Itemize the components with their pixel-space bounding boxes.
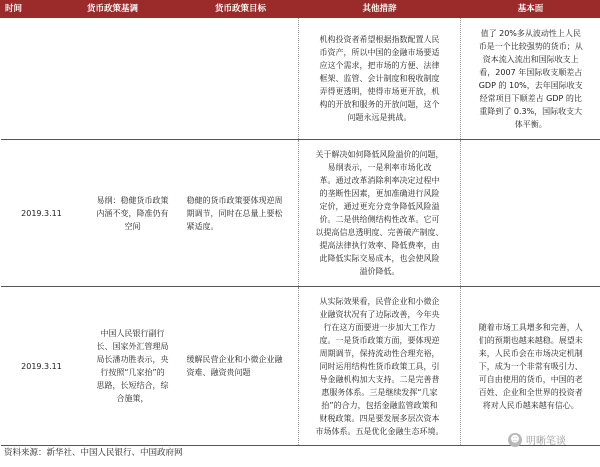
cell-other: 从实际效果看，民营企业和小微企 业融资状况有了边际改善，今年央 行在这方面要进一步加大工作力 度。一是货币政策方面，要体现逆 周期调节，保持流动性合理充裕， 同时运用结构性货币政策工具，引 导金融机构加大支持。二是完善普 惠服务体系。三是继续发挥“几家 抬”的合力，包括金融监管政策和 财税政策。四是要发展多层次资本 市场体系。五是优化金融生态环境。 xyxy=(299,287,461,446)
wechat-icon: ☻ xyxy=(508,433,522,447)
cell-other: 关于解决如何降低风险溢价的问题， 易纲表示，一是利率市场化改 革。通过改革消除利率决定过程中 的垄断性因素，更加准确进行风险 定价，通过更充分竞争降低风险溢 价。二是供给侧结构性改革。它可 以提高信息透明度、完善破产制度、 提高法律执行效率、降低费率，由 此降低实际交易成本，也会使风险 溢价降低。 xyxy=(299,140,461,287)
header-other: 其他措辞 xyxy=(299,1,461,18)
cell-goal xyxy=(183,18,299,140)
watermark-text: 明晰笔谈 xyxy=(526,436,566,447)
header-fund: 基本面 xyxy=(461,1,600,18)
cell-fund: 随着市场工具增多和完善，人 们的预期也越来越稳。展望未 来，人民币会在市场决定机制 下，成为一个非常有吸引力、 可自由使用的货币，中国的老 百姓、企业和全世界的投资者 将对人民币越来越有信心。 xyxy=(461,287,600,446)
cell-other: 机构投资者希望根据指数配置人民 币资产，所以中国的金融市场要适 应这个需求，把市场的方便、法律 框架、监管、会计制度和税收制度 弄得更透明，使得市场更开放，机 构的开放和服务的开放问题，这个 问题永远是挑战。 xyxy=(299,18,461,140)
header-goal: 货币政策目标 xyxy=(183,1,299,18)
cell-time: 2019.3.11 xyxy=(1,287,83,446)
cell-tone: 易纲：稳健货币政策 内涵不变，降准仍有 空间 xyxy=(83,140,183,287)
cell-tone xyxy=(83,18,183,140)
cell-goal: 缓解民营企业和小微企业融 资难、融资贵问题 xyxy=(183,287,299,446)
table-row xyxy=(1,140,600,287)
source-note: 资料来源：新华社、中国人民银行、中国政府网 xyxy=(4,448,183,458)
table-row xyxy=(1,287,600,446)
header-time: 时间 xyxy=(1,1,83,18)
watermark xyxy=(508,432,566,447)
cell-time xyxy=(1,18,83,140)
header-row xyxy=(1,1,600,18)
cell-goal: 稳健的货币政策要体现逆周 期调节，同时在总量上要松 紧适度。 xyxy=(183,140,299,287)
cell-tone: 中国人民银行副行 长、国家外汇管理局 局长潘功胜表示，央 行按照“几家抬”的 思路，长短结合，综 合施策， xyxy=(83,287,183,446)
cell-fund: 值了 20%多从波动性上人民 币是一个比较强势的货币；从 资本流入流出和国际收支上 看，2007 年国际收支顺差占 GDP 的 10%，去年国际收支 经常项目下顺差占 GDP 的比 重降到了 0.3%，国际收支大 体平衡。 xyxy=(461,18,600,140)
cell-time: 2019.3.11 xyxy=(1,140,83,287)
header-tone: 货币政策基调 xyxy=(83,1,183,18)
table-row xyxy=(1,18,600,140)
cell-fund xyxy=(461,140,600,287)
